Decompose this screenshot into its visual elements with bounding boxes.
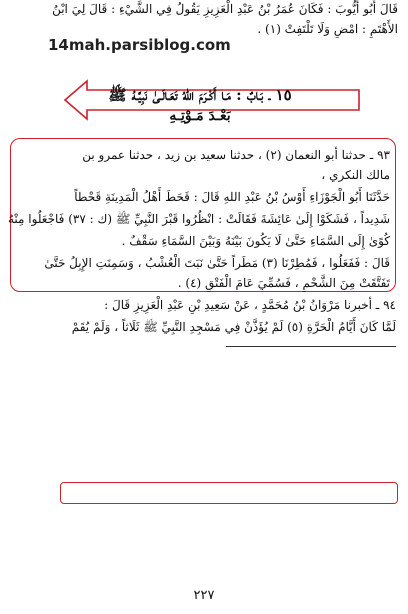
chapter-subheading: بَعْـدَ مَـوْتِـهِ (169, 108, 231, 124)
hadith-93-line-7: تَفَتَّقَتْ مِنَ الشَّحْمِ ، فَسُمِّيَ عَامَ الْفَتْقِ (٤) . (177, 276, 390, 290)
watermark-url: 14mah.parsiblog.com (48, 36, 231, 54)
hadith-93-line-4: شَدِيداً ، فَشَكَوْا إِلَىٰ عَائِشَةَ فَقَالَتْ : انْظُرُوا قَبْرَ النَّبِيِّ ﷺ (ك : ٣٧) فَاجْعَلُوا مِنْهُ (7, 212, 390, 226)
footnote-separator (226, 346, 396, 347)
footnote-4-highlight-box (60, 482, 398, 504)
hadith-93-line-2: مالك النكري ، (321, 168, 390, 182)
hadith-93-line-1: ٩٣ ـ حدثنا أبو النعمان (٢) ، حدثنا سعيد بن زيد ، حدثنا عمرو بن (82, 148, 390, 162)
hadith-93-line-3: حَدَّثَنَا أَبُو الْجَوْزَاءِ أَوْسُ بْنُ عَبْدِ اللهِ قَالَ : قَحَطَ أَهْلُ الْمَدِينَةِ قَحْطاً (74, 190, 390, 204)
text-line-top-1: قَالَ أَبُو أَيُّوبَ : فَكَانَ عُمَرُ بْنُ عَبْدِ الْعَزِيزِ يَقُولُ فِي الشَّيْءِ : قَالَ لِيَ ابْنُ (52, 2, 398, 16)
hadith-94-line-1: ٩٤ ـ أخبرنا مَرْوَانُ بْنُ مُحَمَّدٍ ، عَنْ سَعِيدِ بْنِ عَبْدِ الْعَزِيزِ قَالَ : (104, 298, 396, 312)
hadith-93-line-6: قَالَ : فَفَعَلُوا ، فَمُطِرْنَا (٣) مَطَراً حَتَّىٰ نَبَتَ الْعُشْبُ ، وَسَمِنَتِ الإِبِلُ حَتَّىٰ (44, 256, 390, 270)
page-number: ٢٢٧ (193, 588, 215, 603)
chapter-heading: ١٥ ـ بَـابٌ : مَـا أَكْـرَمَ اللهُ تَعَـالَـىٰ نَبِيَّـهُ ﷺ (108, 86, 292, 104)
hadith-94-line-2: لَمَّا كَانَ أَيَّامُ الْحَرَّةِ (٥) لَمْ يُؤَذَّنْ فِي مَسْجِدِ النَّبِيِّ ﷺ ثَلَاثاً ، وَلَمْ يُقَمْ (71, 320, 396, 334)
text-line-top-2: الأَهْتَمِ : امْضِ وَلَا تَلْتَفِتْ (١) . (257, 22, 398, 36)
hadith-93-line-5: كُوًىٰ إِلَى السَّمَاءِ حَتَّىٰ لَا يَكُونَ بَيْنَهُ وَبَيْنَ السَّمَاءِ سَقْفٌ . (121, 234, 390, 248)
